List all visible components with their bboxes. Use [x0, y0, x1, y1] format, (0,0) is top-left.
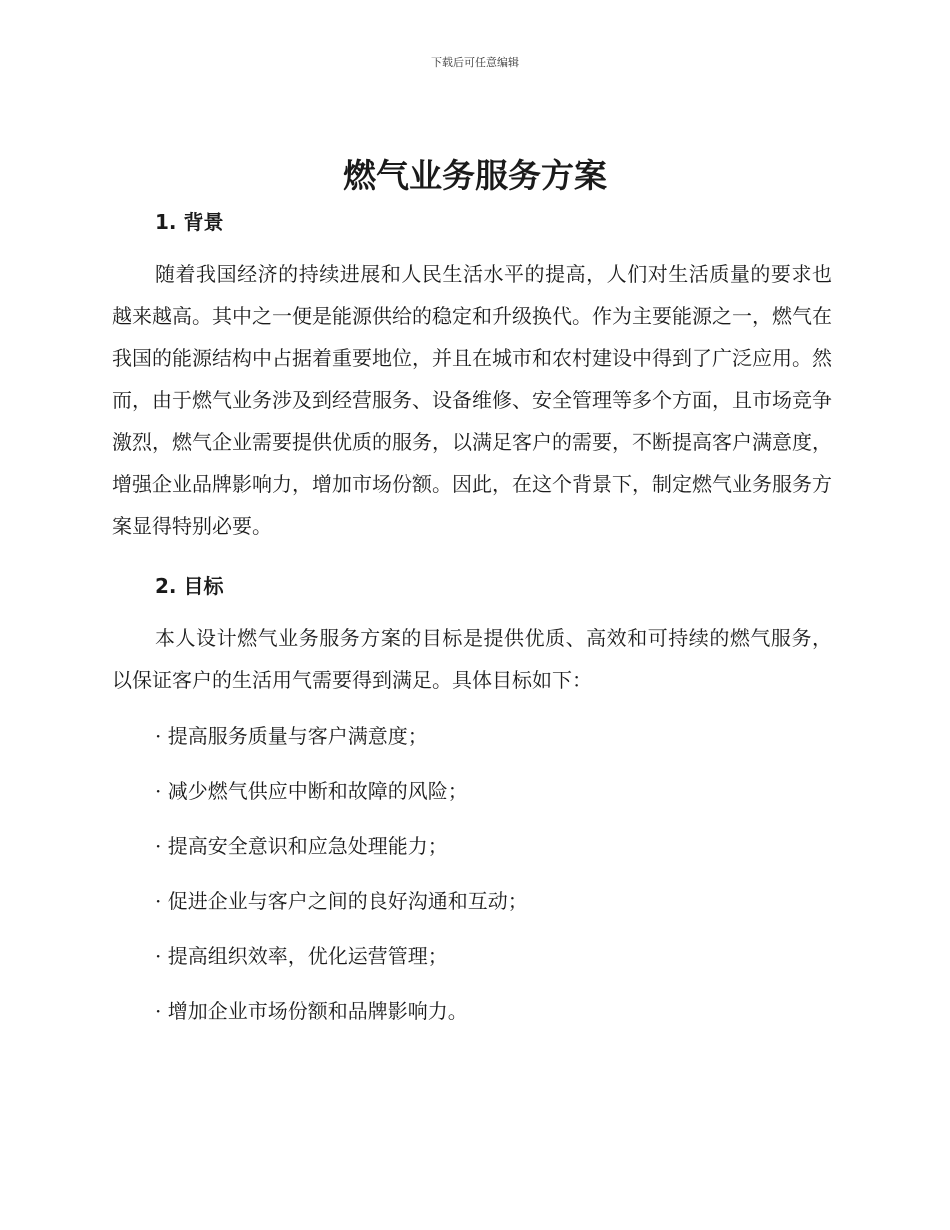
section-heading-background: 1. 背景 — [155, 210, 224, 234]
list-item: · 提高组织效率，优化运营管理； — [155, 944, 448, 968]
goals-list — [155, 718, 528, 1048]
list-item: · 减少燃气供应中断和故障的风险； — [155, 779, 468, 803]
list-item: · 提高安全意识和应急处理能力； — [155, 834, 448, 858]
list-item: · 促进企业与客户之间的良好沟通和互动； — [155, 889, 528, 913]
goals-paragraph: 本人设计燃气业务服务方案的目标是提供优质、高效和可持续的燃气服务，以保证客户的生活用气需要得到满足。具体目标如下： — [112, 626, 832, 692]
document-title: 燃气业务服务方案 — [343, 156, 607, 195]
background-paragraph: 随着我国经济的持续进展和人民生活水平的提高，人们对生活质量的要求也越来越高。其中之一便是能源供给的稳定和升级换代。作为主要能源之一，燃气在我国的能源结构中占据着重要地位，并且在城市和农村建设中得到了广泛应用。然而，由于燃气业务涉及到经营服务、设备维修、安全管理等多个方面，且市场竞争激烈，燃气企业需要提供优质的服务，以满足客户的需要，不断提高客户满意度，增强企业品牌影响力，增加市场份额。因此，在这个背景下，制定燃气业务服务方案显得特别必要。 — [112, 262, 832, 538]
list-item: · 提高服务质量与客户满意度； — [155, 724, 428, 748]
section-heading-goals: 2. 目标 — [155, 574, 224, 598]
page-header-note: 下载后可任意编辑 — [431, 56, 519, 69]
list-item: · 增加企业市场份额和品牌影响力。 — [155, 999, 468, 1023]
